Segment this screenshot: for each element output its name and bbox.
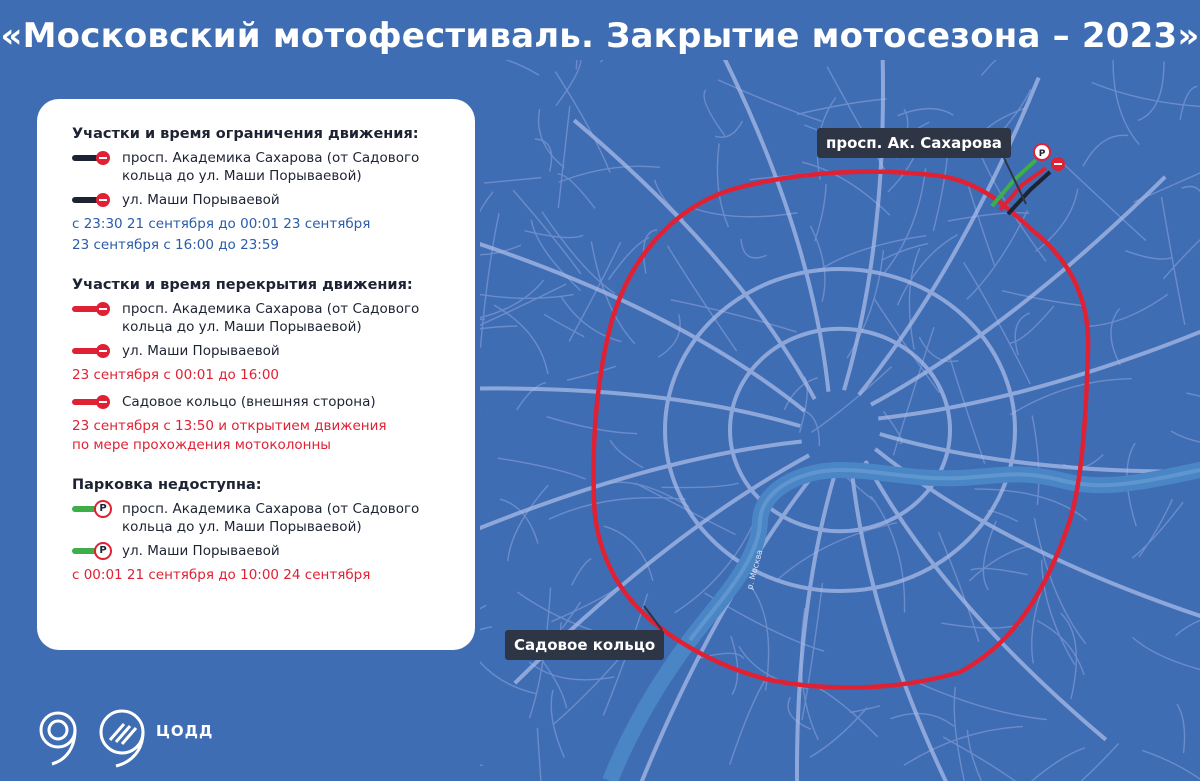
street [1111, 308, 1120, 365]
street [484, 178, 541, 183]
main-street [574, 120, 815, 399]
street [535, 139, 552, 172]
street [1171, 431, 1200, 447]
street [909, 248, 919, 350]
street [797, 99, 887, 115]
black-line-no-entry-icon [72, 191, 114, 209]
closure-time: 23 сентября с 00:01 до 16:00 [72, 367, 280, 383]
street [741, 239, 767, 258]
street [942, 623, 1021, 628]
street [1177, 704, 1184, 753]
street [802, 583, 822, 720]
street [969, 546, 1028, 581]
moskva-river [690, 470, 1200, 640]
restriction-time: с 23:30 21 сентября до 00:01 23 сентября [72, 216, 371, 232]
restriction-time: 23 сентября с 16:00 до 23:59 [72, 237, 280, 253]
sakharov-callout-text: просп. Ак. Сахарова [826, 134, 1002, 152]
red-line-no-entry-icon [72, 300, 114, 318]
street [1002, 291, 1085, 306]
street [551, 690, 564, 758]
street [558, 174, 595, 209]
main-street [852, 468, 962, 781]
river-label: р. Москва [745, 548, 765, 591]
street [983, 521, 996, 590]
street [671, 300, 797, 332]
street [913, 681, 1046, 720]
main-street [871, 177, 1165, 405]
street [1083, 135, 1128, 166]
green-line-no-parking-icon: P [72, 500, 114, 518]
street [508, 485, 548, 561]
ring-road [665, 269, 1015, 591]
main-street [719, 47, 829, 392]
street [812, 684, 878, 737]
ring-closure-time: 23 сентября с 13:50 и открытием движения [72, 418, 387, 434]
street [460, 291, 573, 298]
street [537, 728, 546, 781]
street [558, 106, 570, 208]
codd-logo-icon [101, 711, 143, 766]
street [524, 231, 583, 238]
main-street [422, 388, 800, 426]
restriction-section-title: Участки и время ограничения движения: [72, 126, 419, 142]
closure-section-title: Участки и время перекрытия движения: [72, 277, 413, 293]
map-no-entry-icon [1051, 157, 1065, 171]
ring-callout [505, 630, 664, 660]
street [1132, 502, 1183, 558]
page-title: «Московский мотофестиваль. Закрытие мотосезона – 2023» [0, 16, 1200, 56]
street [731, 636, 738, 695]
street [1032, 416, 1039, 506]
street [1138, 61, 1164, 120]
street [715, 121, 742, 137]
street [949, 355, 985, 463]
moscow-nine-logo-icon [41, 713, 75, 764]
main-street [865, 461, 1106, 740]
street [943, 737, 1027, 781]
street [547, 417, 637, 434]
green-line-no-parking-icon: P [72, 542, 114, 560]
street [1010, 379, 1131, 415]
street [1056, 157, 1146, 241]
street [1142, 750, 1200, 781]
street [850, 706, 880, 713]
street [1089, 294, 1167, 326]
street [1015, 748, 1085, 781]
ring-callout-text: Садовое кольцо [514, 636, 656, 654]
street [815, 184, 826, 241]
street [1186, 393, 1200, 409]
street [1020, 743, 1119, 781]
legend-item: просп. Академика Сахарова (от Садового кольца до ул. Маши Порываевой) [72, 149, 445, 185]
legend-card [37, 99, 475, 650]
street [693, 208, 798, 217]
street [442, 726, 483, 766]
street [572, 559, 592, 586]
street [882, 244, 928, 261]
street [1125, 251, 1171, 259]
legend-item: просп. Академика Сахарова (от Садового кольца до ул. Маши Порываевой) [72, 300, 445, 336]
street [718, 80, 822, 121]
map-no-parking-icon [1034, 144, 1050, 160]
street [1010, 306, 1054, 343]
codd-logo-text: ЦОДД [156, 722, 214, 740]
sakharov-callout [817, 128, 1011, 158]
legend-item: ул. Маши Порываевой [72, 191, 445, 209]
street [884, 168, 925, 273]
street [1180, 86, 1197, 119]
red-line-no-entry-icon [72, 342, 114, 360]
street-network [380, 0, 1200, 781]
sakharov-callout-pointer [1000, 158, 1030, 208]
ring-closure-time: по мере прохождения мотоколонны [72, 437, 331, 453]
street [1032, 570, 1049, 663]
street [919, 337, 958, 361]
street [610, 440, 643, 468]
legend-item: ул. Маши Порываевой [72, 342, 445, 360]
street [1182, 187, 1200, 211]
street [704, 90, 725, 136]
black-line-no-entry-icon [72, 149, 114, 167]
street [874, 298, 939, 393]
street [1163, 210, 1200, 279]
parking-time: с 00:01 21 сентября до 10:00 24 сентября [72, 567, 371, 583]
parking-section-title: Парковка недоступна: [72, 477, 262, 493]
street [1034, 518, 1085, 644]
street [1133, 637, 1200, 671]
svg-text:P: P [1038, 149, 1046, 159]
street [1162, 197, 1185, 325]
legend-item: P ул. Маши Порываевой [72, 542, 445, 560]
ring-callout-pointer [640, 604, 670, 634]
street [810, 708, 867, 758]
red-line-no-entry-icon [72, 393, 114, 411]
main-street [880, 434, 1200, 472]
legend-item: Садовое кольцо (внешняя сторона) [72, 393, 445, 411]
street [549, 498, 686, 520]
street [1037, 620, 1084, 674]
legend-item: P просп. Академика Сахарова (от Садового кольца до ул. Маши Порываевой) [72, 500, 445, 536]
street [967, 211, 1028, 300]
street [567, 366, 616, 380]
street [1035, 189, 1077, 252]
street [498, 458, 586, 479]
street [559, 166, 660, 182]
